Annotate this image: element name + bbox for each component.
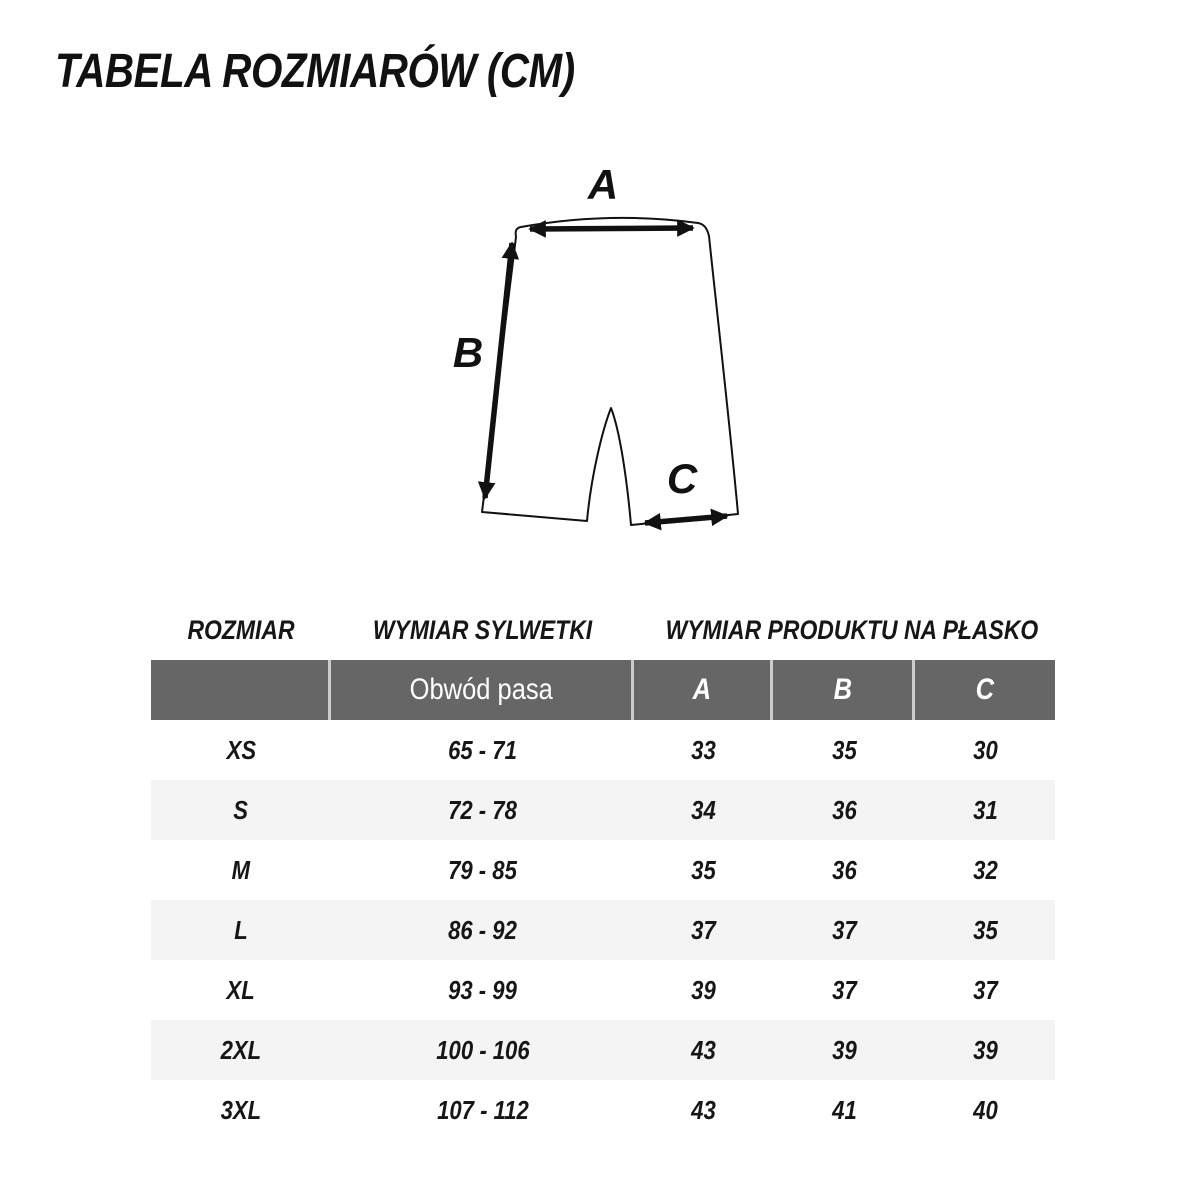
body-measure-cell: 107 - 112 bbox=[436, 1094, 529, 1125]
product-a-cell: 37 bbox=[634, 900, 773, 960]
size-grid bbox=[151, 660, 1055, 1140]
size-cell: XS bbox=[226, 734, 256, 765]
product-b-cell: 37 bbox=[773, 900, 915, 960]
product-a-cell: 33 bbox=[691, 734, 716, 765]
body-measure-cell: 79 - 85 bbox=[448, 854, 517, 885]
header-cell-empty bbox=[151, 660, 331, 720]
product-c-cell: 39 bbox=[915, 1020, 1055, 1080]
product-a-cell: 43 bbox=[634, 1020, 773, 1080]
column-group-headers bbox=[151, 600, 1055, 660]
diagram-label-c: C bbox=[666, 455, 698, 502]
body-measure-cell: 72 - 78 bbox=[331, 780, 634, 840]
diagram-label-b: B bbox=[452, 329, 484, 376]
product-b-cell: 37 bbox=[831, 974, 857, 1005]
product-b-cell: 36 bbox=[831, 854, 857, 885]
header-cell-b: B bbox=[773, 660, 915, 720]
header-cell-a: A bbox=[634, 660, 773, 720]
measure-arrow-b bbox=[485, 243, 512, 498]
size-table bbox=[151, 600, 1055, 1140]
product-a-cell: 35 bbox=[691, 854, 716, 885]
header-cell-obwod-pasa: Obwód pasa bbox=[331, 660, 634, 720]
column-group-header-wymiar-sylwetki: WYMIAR SYLWETKI bbox=[372, 614, 593, 645]
product-c-cell: 32 bbox=[972, 854, 998, 885]
product-b-cell: 35 bbox=[831, 734, 857, 765]
size-cell: L bbox=[151, 900, 331, 960]
product-c-cell: 30 bbox=[972, 734, 998, 765]
size-cell: 2XL bbox=[151, 1020, 331, 1080]
product-b-cell: 36 bbox=[773, 780, 915, 840]
shorts-diagram bbox=[430, 150, 790, 550]
body-measure-cell: 65 - 71 bbox=[448, 734, 517, 765]
product-b-cell: 41 bbox=[831, 1094, 857, 1125]
product-c-cell: 31 bbox=[915, 780, 1055, 840]
shorts-outline bbox=[482, 218, 738, 525]
column-group-header-rozmiar: ROZMIAR bbox=[187, 614, 295, 645]
page-title: TABELA ROZMIARÓW (CM) bbox=[55, 45, 575, 98]
product-b-cell: 39 bbox=[773, 1020, 915, 1080]
size-cell: M bbox=[231, 854, 251, 885]
measure-arrow-c bbox=[645, 516, 727, 523]
product-a-cell: 43 bbox=[691, 1094, 716, 1125]
measure-arrow-a bbox=[530, 228, 693, 229]
product-c-cell: 35 bbox=[915, 900, 1055, 960]
body-measure-cell: 100 - 106 bbox=[331, 1020, 634, 1080]
column-group-header-wymiar-produktu: WYMIAR PRODUKTU NA PŁASKO bbox=[665, 614, 1039, 645]
header-cell-c: C bbox=[915, 660, 1055, 720]
product-c-cell: 37 bbox=[972, 974, 998, 1005]
size-cell: 3XL bbox=[220, 1094, 262, 1125]
size-cell: XL bbox=[226, 974, 256, 1005]
product-a-cell: 34 bbox=[634, 780, 773, 840]
body-measure-cell: 86 - 92 bbox=[331, 900, 634, 960]
body-measure-cell: 93 - 99 bbox=[448, 974, 517, 1005]
diagram-label-a: A bbox=[587, 161, 619, 208]
size-cell: S bbox=[151, 780, 331, 840]
product-c-cell: 40 bbox=[972, 1094, 998, 1125]
product-a-cell: 39 bbox=[691, 974, 716, 1005]
